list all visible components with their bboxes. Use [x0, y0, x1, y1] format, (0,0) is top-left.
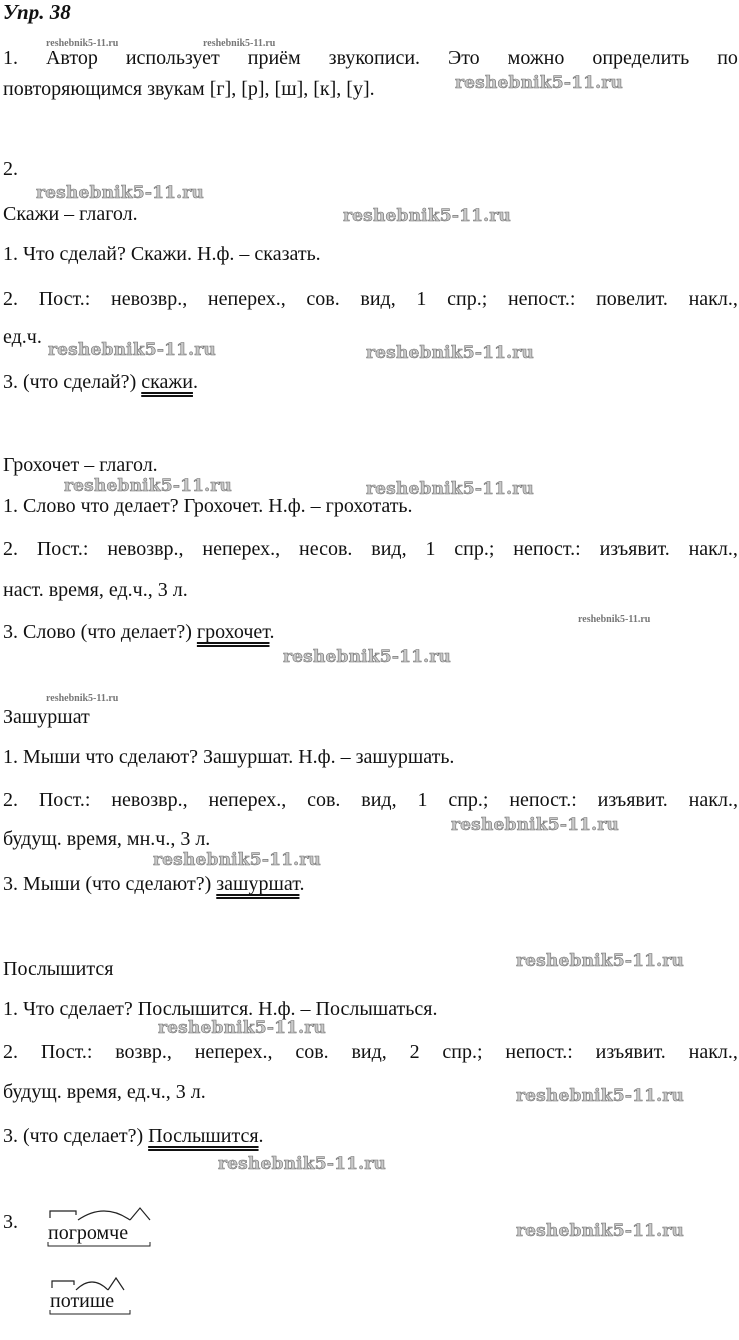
word: использует [125, 47, 220, 69]
word: 1 [417, 789, 428, 811]
verb-step-2 [3, 287, 738, 311]
underlined-predicate: грохочет [196, 621, 270, 643]
underlined-predicate: скажи [141, 371, 193, 393]
verb-step-3-prefix: 3. (что сделай?) [3, 371, 142, 393]
word: изъявит. [595, 1041, 666, 1063]
word: спр.; [448, 789, 489, 811]
watermark: reshebnik5-11.ru [203, 38, 276, 49]
period: . [299, 873, 305, 895]
watermark: reshebnik5-11.ru [158, 1018, 326, 1038]
verb-heading: Скажи – глагол. [3, 203, 138, 225]
verb-step-3-prefix: 3. (что сделает?) [3, 1125, 149, 1147]
word: возвр., [115, 1041, 172, 1063]
word: определить [592, 47, 690, 69]
verb-step-3-prefix: 3. Слово (что делает?) [3, 621, 197, 643]
watermark: reshebnik5-11.ru [64, 476, 232, 496]
word: сов. [306, 288, 340, 310]
exercise-title: Упр. 38 [3, 0, 71, 24]
word: сов. [307, 789, 341, 811]
word: накл., [688, 538, 738, 560]
section-3-number: 3. [3, 1211, 18, 1233]
word: несов. [299, 538, 353, 560]
morpheme-word: погромче [48, 1222, 129, 1244]
morpheme-word: потише [50, 1290, 115, 1312]
word: накл., [688, 789, 738, 811]
word: 2. [3, 789, 18, 811]
morpheme-parse-potishe [44, 1270, 144, 1316]
word: 1. [3, 47, 18, 69]
verb-heading: Грохочет – глагол. [3, 454, 158, 476]
word: 2. [3, 1041, 18, 1063]
verb-heading: Послышится [3, 958, 114, 980]
watermark: reshebnik5-11.ru [46, 38, 119, 49]
word: 1 [425, 538, 436, 560]
word: Это [448, 47, 480, 69]
watermark: reshebnik5-11.ru [516, 1086, 684, 1106]
underlined-predicate: Послышится [148, 1125, 259, 1147]
section-2-number: 2. [3, 158, 18, 180]
morpheme-parse-pogromche [44, 1204, 156, 1250]
word: невозвр., [107, 538, 184, 560]
word: вид, [360, 288, 396, 310]
watermark: reshebnik5-11.ru [218, 1154, 386, 1174]
word: накл., [688, 288, 738, 310]
word: непост.: [507, 288, 576, 310]
watermark: reshebnik5-11.ru [578, 614, 651, 625]
paragraph-1-line-1 [3, 46, 738, 70]
word: вид, [351, 1041, 387, 1063]
word: спр.; [447, 288, 488, 310]
word: 2 [409, 1041, 420, 1063]
watermark: reshebnik5-11.ru [153, 850, 321, 870]
verb-step-3 [3, 1124, 264, 1148]
verb-step-2 [3, 537, 738, 561]
word: приём [247, 47, 301, 69]
verb-heading: Зашуршат [3, 706, 90, 728]
word: 1 [416, 288, 427, 310]
word: 2. [3, 288, 18, 310]
watermark: reshebnik5-11.ru [366, 479, 534, 499]
word: неперех., [207, 288, 286, 310]
watermark: reshebnik5-11.ru [36, 183, 204, 203]
word: изъявит. [599, 538, 670, 560]
verb-step-1: 1. Слово что делает? Грохочет. Н.ф. – грохотать. [3, 495, 413, 517]
verb-step-2-cont: будущ. время, ед.ч., 3 л. [3, 1081, 206, 1103]
word: невозвр., [111, 789, 188, 811]
watermark: reshebnik5-11.ru [455, 73, 623, 93]
paragraph-1-line-2: повторяющимся звукам [г], [р], [ш], [к], [у]. [3, 78, 375, 100]
verb-step-2-cont: будущ. время, мн.ч., 3 л. [3, 828, 211, 850]
word: по [717, 47, 738, 69]
word: Автор [45, 47, 98, 69]
word: можно [507, 47, 565, 69]
verb-step-3-prefix: 3. Мыши (что сделают?) [3, 873, 217, 895]
word: неперех., [208, 789, 287, 811]
watermark: reshebnik5-11.ru [516, 951, 684, 971]
verb-step-2 [3, 1040, 738, 1064]
word: сов. [295, 1041, 329, 1063]
word: невозвр., [111, 288, 188, 310]
watermark: reshebnik5-11.ru [48, 340, 216, 360]
word: Пост.: [40, 1041, 93, 1063]
verb-step-2 [3, 788, 738, 812]
verb-step-3 [3, 620, 275, 644]
word: накл., [688, 1041, 738, 1063]
verb-step-3 [3, 872, 304, 896]
word: Пост.: [36, 538, 89, 560]
period: . [258, 1125, 264, 1147]
word: 2. [3, 538, 18, 560]
watermark: reshebnik5-11.ru [516, 1221, 684, 1241]
word: вид, [371, 538, 407, 560]
word: Пост.: [38, 288, 91, 310]
word: непост.: [505, 1041, 573, 1063]
watermark: reshebnik5-11.ru [46, 693, 119, 704]
word: спр.; [454, 538, 495, 560]
watermark: reshebnik5-11.ru [343, 206, 511, 226]
watermark: reshebnik5-11.ru [366, 343, 534, 363]
verb-step-2-cont: ед.ч. [3, 326, 42, 348]
verb-step-2-cont: наст. время, ед.ч., 3 л. [3, 579, 188, 601]
word: спр.; [442, 1041, 483, 1063]
word: неперех., [194, 1041, 273, 1063]
word: повелит. [596, 288, 668, 310]
period: . [192, 371, 198, 393]
period: . [269, 621, 275, 643]
word: неперех., [202, 538, 281, 560]
underlined-predicate: зашуршат [216, 873, 300, 895]
word: вид, [361, 789, 397, 811]
verb-step-1: 1. Мыши что сделают? Зашуршат. Н.ф. – зашуршать. [3, 746, 455, 768]
verb-step-3 [3, 370, 198, 394]
verb-step-1: 1. Что сделает? Послышится. Н.ф. – Послышаться. [3, 998, 438, 1020]
word: непост.: [509, 789, 577, 811]
watermark: reshebnik5-11.ru [451, 815, 619, 835]
word: непост.: [513, 538, 581, 560]
verb-step-1: 1. Что сделай? Скажи. Н.ф. – сказать. [3, 243, 321, 265]
word: звукописи. [328, 47, 421, 69]
watermark: reshebnik5-11.ru [283, 647, 451, 667]
word: изъявит. [597, 789, 668, 811]
word: Пост.: [38, 789, 91, 811]
